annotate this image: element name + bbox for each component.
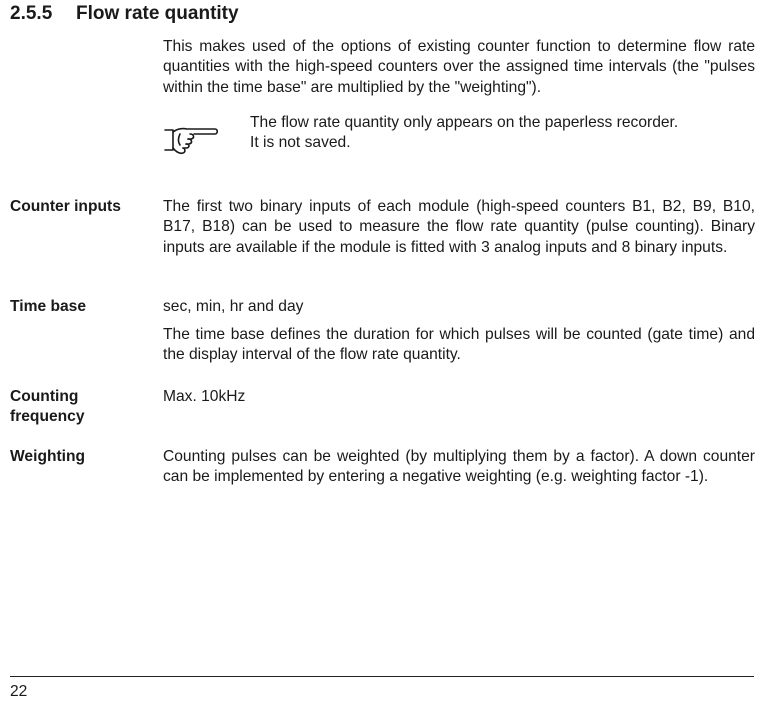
- note-line-1: The flow rate quantity only appears on the paperless recorder.: [250, 114, 679, 131]
- time-base-description: The time base defines the duration for which pulses will be counted (gate time) and the display interval of the flow rate quantity.: [163, 326, 755, 364]
- intro-paragraph: This makes used of the options of existing counter function to determine flow rate quantities with the high-speed counters over the assigned time intervals (the "pulses within the time base" are multiplied by the "weighting").: [163, 38, 755, 96]
- note-text: [250, 113, 755, 154]
- footer-divider: [10, 676, 754, 677]
- section-heading: [10, 2, 239, 26]
- counting-frequency-label-line-1: Counting: [10, 388, 79, 405]
- weighting-text: Counting pulses can be weighted (by multiplying them by a factor). A down counter can be implemented by entering a negative weighting (e.g. weighting factor -1).: [163, 448, 755, 486]
- page-number: 22: [10, 683, 28, 700]
- counting-frequency-label-line-2: frequency: [10, 408, 85, 426]
- counting-frequency-label: [10, 387, 150, 428]
- section-title: Flow rate quantity: [76, 3, 239, 24]
- counter-inputs-text: The first two binary inputs of each module (high-speed counters B1, B2, B9, B10, B17, B18) can be used to measure the flow rate quantity (pulse counting). Binary inputs are available if the module is fitted with 3 analog inputs and 8 binary inputs.: [163, 198, 755, 256]
- pointing-hand-icon: [163, 126, 219, 156]
- counter-inputs-label: Counter inputs: [10, 198, 121, 215]
- weighting-label: Weighting: [10, 448, 86, 465]
- time-base-values: sec, min, hr and day: [163, 298, 304, 315]
- time-base-label: Time base: [10, 298, 86, 315]
- section-number: 2.5.5: [10, 3, 53, 24]
- counting-frequency-text: Max. 10kHz: [163, 388, 246, 405]
- note-line-2: It is not saved.: [250, 134, 351, 152]
